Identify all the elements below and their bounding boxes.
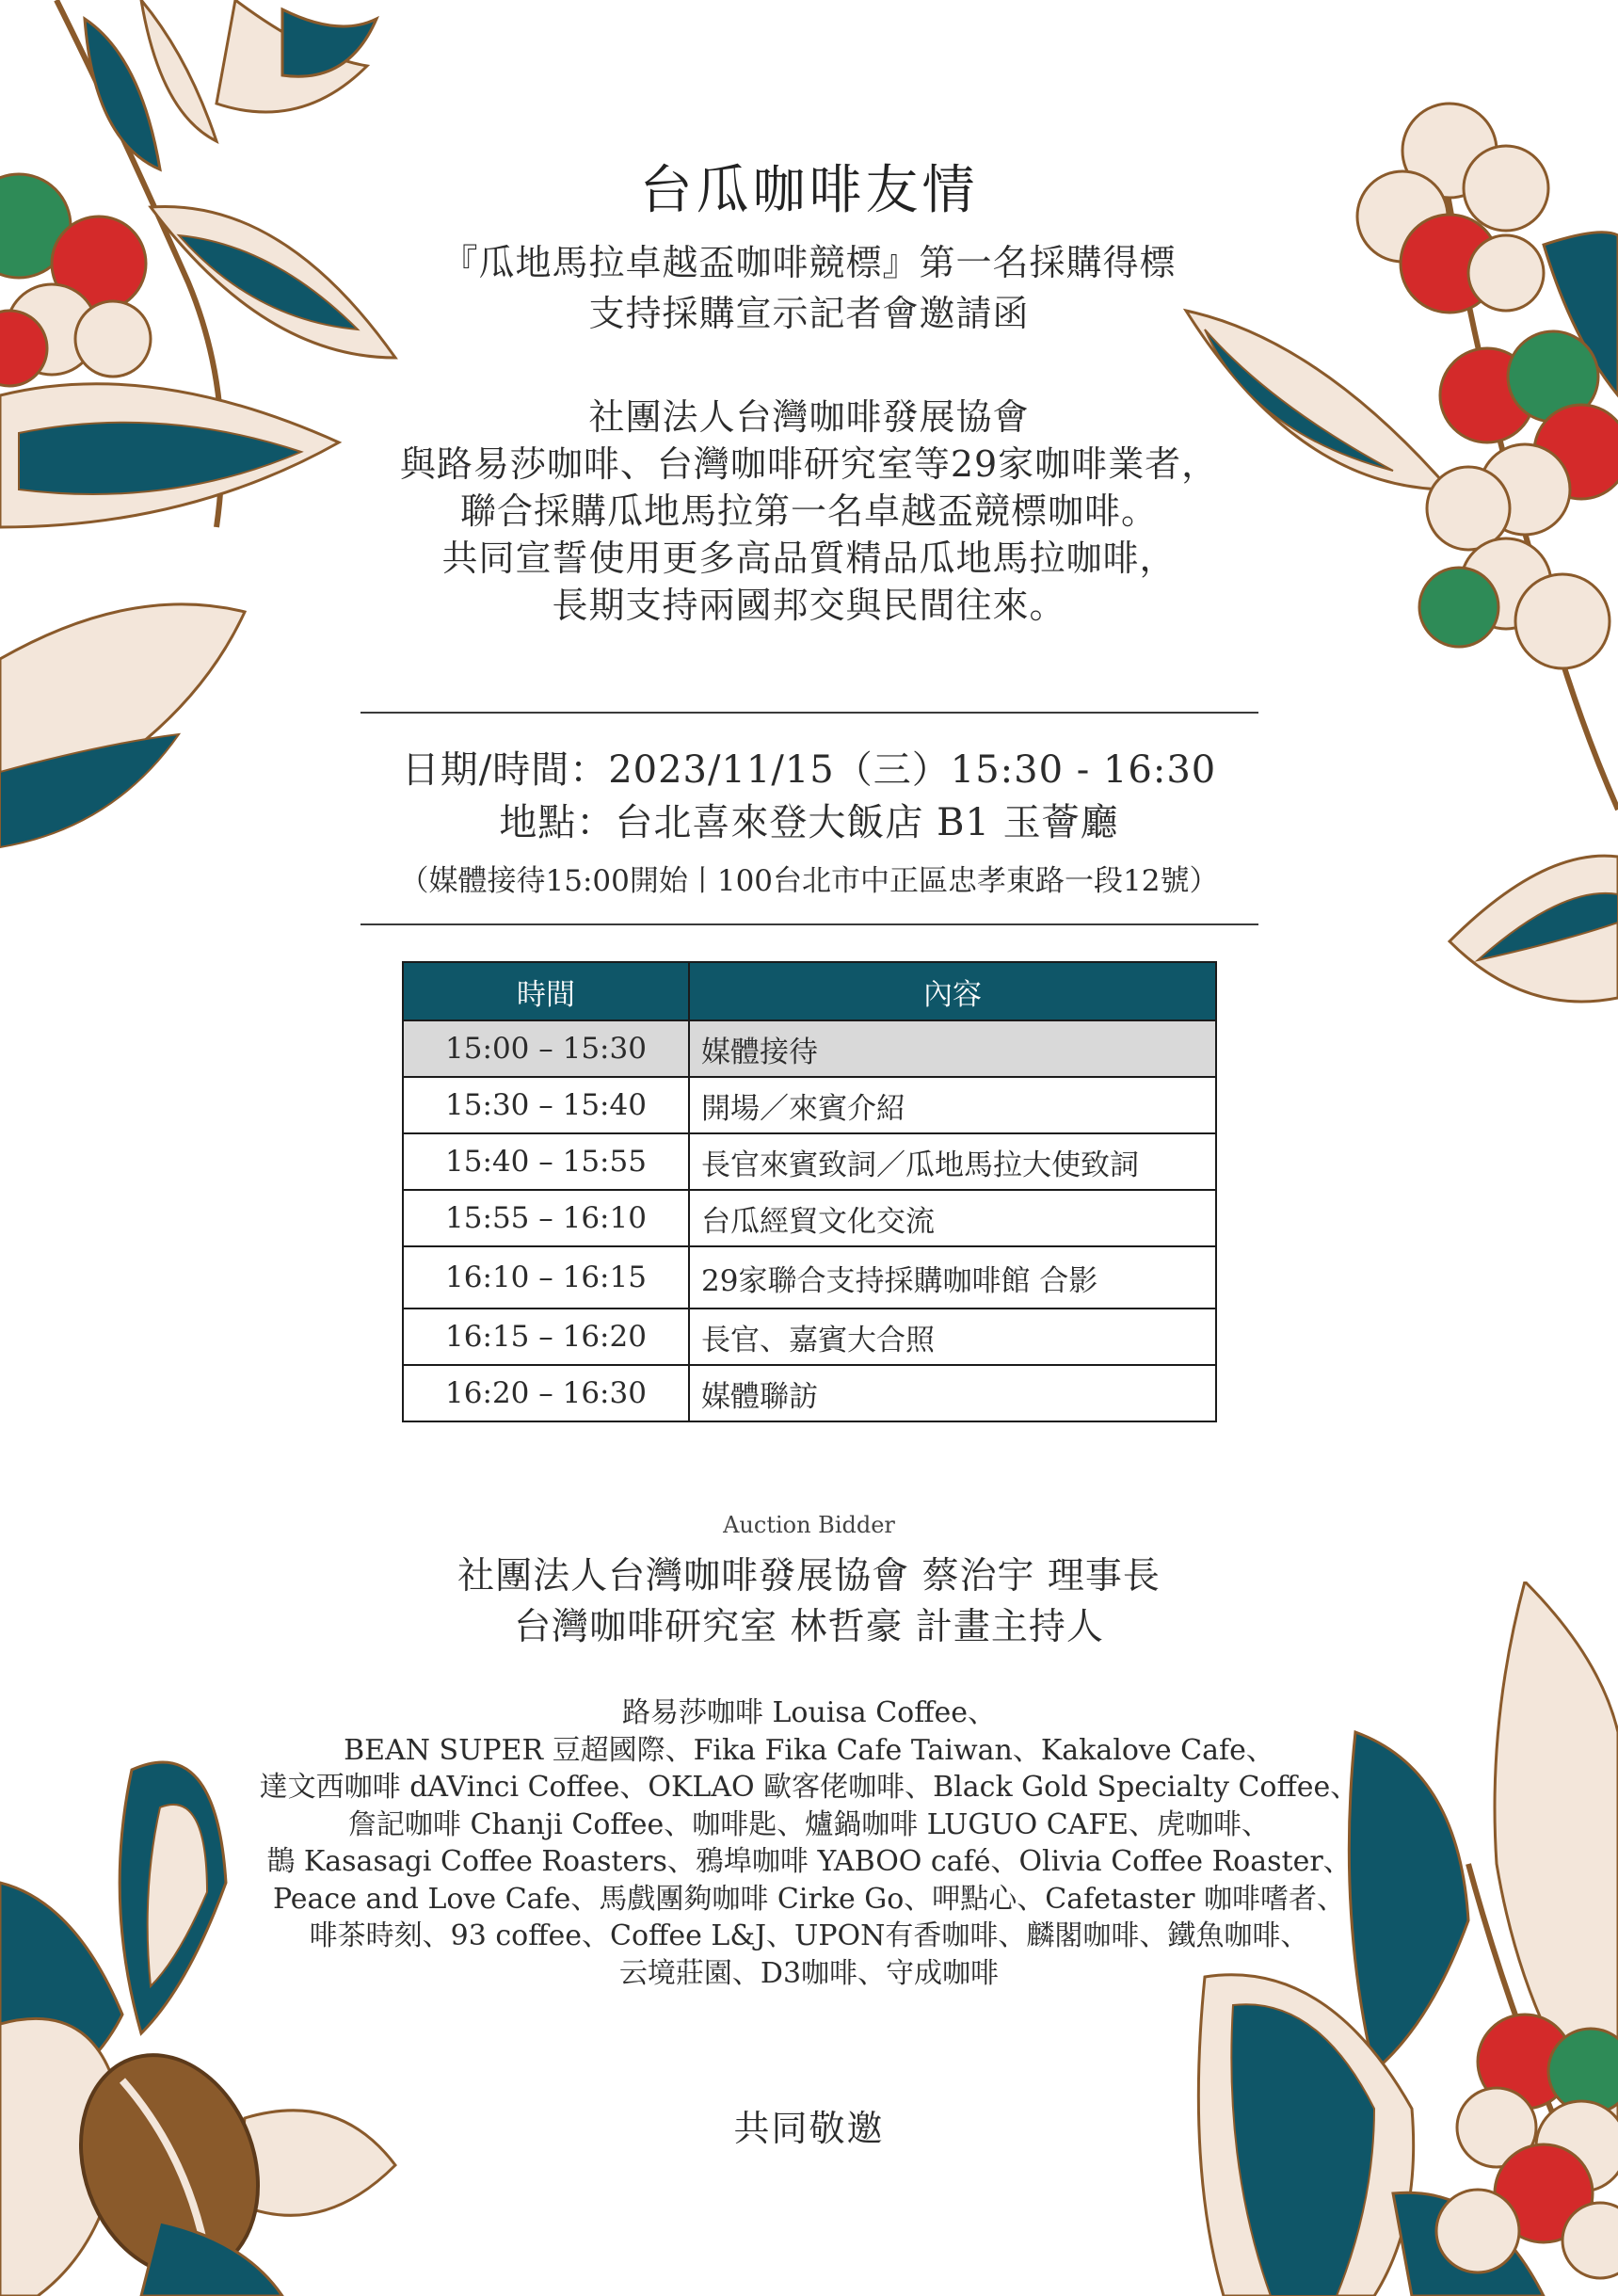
host-line: 台灣咖啡研究室 林哲豪 計畫主持人 [514, 1606, 1104, 1648]
member-line: BEAN SUPER 豆超國際、Fika Fika Cafe Taiwan、Kakalove Cafe、 [344, 1733, 1274, 1767]
member-line: 詹記咖啡 Chanji Coffee、咖啡匙、爐鍋咖啡 LUGUO CAFE、虎咖啡、 [347, 1807, 1271, 1841]
row-time: 15:00 – 15:30 [403, 1020, 689, 1077]
subtitle-line: 『瓜地馬拉卓越盃咖啡競標』第一名採購得標 [441, 242, 1177, 283]
row-time: 16:20 – 16:30 [403, 1365, 689, 1421]
member-line: Peace and Love Cafe、馬戲團夠咖啡 Cirke Go、呷點心、Cafetaster 咖啡嗜者、 [272, 1882, 1346, 1916]
row-content: 長官、嘉賓大合照 [689, 1309, 1216, 1365]
table-row [403, 1133, 1216, 1190]
table-row [403, 1190, 1216, 1246]
intro-line: 與路易莎咖啡、台灣咖啡研究室等29家咖啡業者， [399, 443, 1219, 485]
schedule-table [402, 961, 1217, 1422]
row-content: 台瓜經貿文化交流 [689, 1190, 1216, 1246]
row-time: 15:40 – 15:55 [403, 1133, 689, 1190]
row-content: 媒體接待 [689, 1020, 1216, 1077]
invitation-subtitle [0, 237, 1618, 339]
member-list [0, 1694, 1618, 1992]
table-row [403, 1020, 1216, 1077]
table-row [403, 1246, 1216, 1309]
intro-line: 長期支持兩國邦交與民間往來。 [552, 585, 1066, 626]
divider-top [360, 712, 1258, 714]
row-content: 29家聯合支持採購咖啡館 合影 [689, 1246, 1216, 1309]
intro-line: 社團法人台灣咖啡發展協會 [588, 396, 1030, 438]
closing-text: 共同敬邀 [733, 2108, 885, 2149]
intro-line: 聯合採購瓜地馬拉第一名卓越盃競標咖啡。 [459, 490, 1158, 532]
schedule-header-content: 內容 [689, 962, 1216, 1020]
intro-line: 共同宣誓使用更多高品質精品瓜地馬拉咖啡， [441, 538, 1177, 579]
row-time: 16:10 – 16:15 [403, 1246, 689, 1309]
subtitle-line: 支持採購宣示記者會邀請函 [588, 293, 1030, 334]
intro-paragraph [0, 393, 1618, 629]
schedule-header-row [403, 962, 1216, 1020]
event-note: （媒體接待15:00開始丨100台北市中正區忠孝東路一段12號） [399, 864, 1219, 898]
auction-bidder-label: Auction Bidder [723, 1512, 895, 1538]
row-time: 16:15 – 16:20 [403, 1309, 689, 1365]
host-line: 社團法人台灣咖啡發展協會 蔡治宇 理事長 [457, 1555, 1161, 1598]
member-line: 路易莎咖啡 Louisa Coffee、 [621, 1696, 997, 1729]
event-venue: 地點：台北喜來登大飯店 B1 玉薈廳 [499, 801, 1119, 844]
invitation-title: 台瓜咖啡友情 [639, 160, 979, 221]
schedule-header-time: 時間 [403, 962, 689, 1020]
row-content: 媒體聯訪 [689, 1365, 1216, 1421]
member-line: 達文西咖啡 dAVinci Coffee、OKLAO 歐客佬咖啡、Black Gold Specialty Coffee、 [259, 1771, 1359, 1804]
divider-bottom [360, 923, 1258, 925]
member-line: 啡茶時刻、93 coffee、Coffee L&J、UPON有香咖啡、麟閣咖啡、鐵魚咖啡、 [309, 1919, 1309, 1952]
row-content: 長官來賓致詞／瓜地馬拉大使致詞 [689, 1133, 1216, 1190]
row-time: 15:55 – 16:10 [403, 1190, 689, 1246]
row-time: 15:30 – 15:40 [403, 1077, 689, 1133]
member-line: 鵲 Kasasagi Coffee Roasters、鴉埠咖啡 YABOO café、Olivia Coffee Roaster、 [266, 1845, 1352, 1878]
table-row [403, 1077, 1216, 1133]
host-list [0, 1551, 1618, 1653]
event-datetime: 日期/時間：2023/11/15（三）15:30 - 16:30 [401, 748, 1217, 792]
table-row [403, 1309, 1216, 1365]
member-line: 云境莊園、D3咖啡、守成咖啡 [618, 1956, 1000, 1990]
table-row [403, 1365, 1216, 1421]
row-content: 開場／來賓介紹 [689, 1077, 1216, 1133]
